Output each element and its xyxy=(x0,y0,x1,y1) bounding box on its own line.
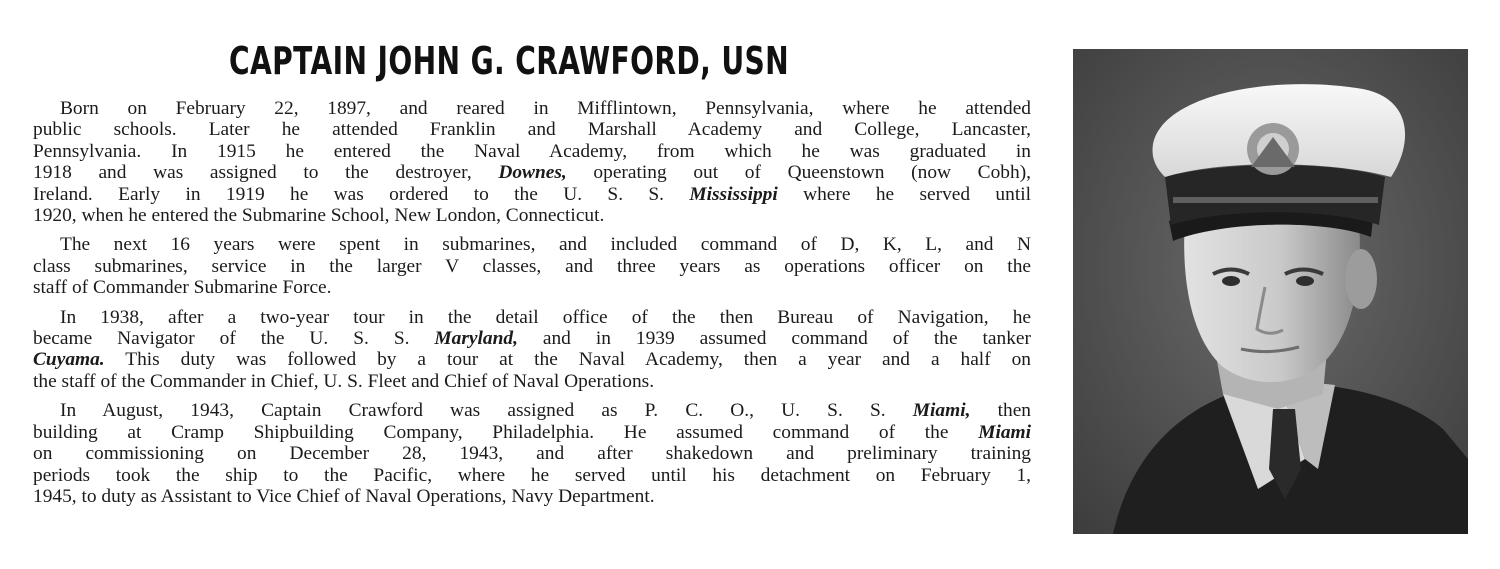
text-line xyxy=(33,443,1031,464)
text-run: the staff of the Commander in Chief, U. S. Fleet and Chief of Naval Operations. xyxy=(33,370,655,392)
text-line xyxy=(33,371,1031,392)
text-line xyxy=(33,422,1031,443)
ship-name: Mississippi xyxy=(689,183,778,205)
text-run: Born on February 22, 1897, and reared in Mifflintown, Pennsylvania, where he attended xyxy=(60,98,1031,119)
text-run: 1918 and was assigned to the destroyer, xyxy=(33,162,499,184)
text-run: The next 16 years were spent in submarines, and included command of D, K, L, and N xyxy=(60,234,1031,256)
text-run: operating out of Queenstown (now Cobh), xyxy=(566,162,1032,184)
portrait-photo xyxy=(1073,49,1468,534)
paragraph xyxy=(33,307,1031,393)
ship-name: Cuyama. xyxy=(33,349,105,371)
text-line xyxy=(33,184,1031,205)
paragraph xyxy=(33,98,1031,226)
text-run: 1920, when he entered the Submarine School, New London, Connecticut. xyxy=(33,205,605,227)
page-title: CAPTAIN JOHN G. CRAWFORD, USN xyxy=(229,39,790,83)
text-run: building at Cramp Shipbuilding Company, Philadelphia. He assumed command of the xyxy=(33,421,979,443)
ship-name: Maryland, xyxy=(434,328,518,350)
text-run: where he served until xyxy=(777,183,1031,205)
portrait-image xyxy=(1073,49,1468,534)
text-run: class submarines, service in the larger V classes, and three years as operations officer on the xyxy=(33,255,1031,277)
paragraph xyxy=(33,400,1031,507)
text-run: then xyxy=(970,400,1031,422)
text-line xyxy=(33,486,1031,507)
text-line xyxy=(33,98,1031,119)
ship-name: Miami xyxy=(978,421,1031,443)
text-line xyxy=(33,307,1031,328)
paragraph xyxy=(33,234,1031,298)
ship-name: Downes, xyxy=(498,162,567,184)
text-line xyxy=(33,162,1031,183)
text-run: 1945, to duty as Assistant to Vice Chief of Naval Operations, Navy Department. xyxy=(33,485,655,507)
text-line xyxy=(33,328,1031,349)
text-line xyxy=(33,256,1031,277)
biography-text xyxy=(33,98,1031,515)
text-line xyxy=(33,119,1031,140)
text-run: staff of Commander Submarine Force. xyxy=(33,277,332,299)
text-line xyxy=(33,234,1031,255)
text-run: public schools. Later he attended Franklin and Marshall Academy and College, Lancaster, xyxy=(33,119,1031,141)
text-line xyxy=(33,141,1031,162)
text-run: This duty was followed by a tour at the Naval Academy, then a year and a half on xyxy=(104,349,1031,371)
text-line xyxy=(33,465,1031,486)
text-run: Pennsylvania. In 1915 he entered the Naval Academy, from which he was graduated in xyxy=(33,140,1031,162)
text-line xyxy=(33,349,1031,370)
text-run: became Navigator of the U. S. S. xyxy=(33,328,435,350)
text-run: on commissioning on December 28, 1943, and after shakedown and preliminary training xyxy=(33,443,1031,465)
text-line xyxy=(33,277,1031,298)
text-run: periods took the ship to the Pacific, where he served until his detachment on February 1, xyxy=(33,464,1031,486)
text-run: In August, 1943, Captain Crawford was assigned as P. C. O., U. S. S. xyxy=(60,400,913,422)
text-line xyxy=(33,400,1031,421)
ship-name: Miami, xyxy=(912,400,971,422)
text-run: and in 1939 assumed command of the tanker xyxy=(517,328,1031,350)
text-line xyxy=(33,205,1031,226)
text-run: Ireland. Early in 1919 he was ordered to the U. S. S. xyxy=(33,183,690,205)
text-run: In 1938, after a two-year tour in the detail office of the then Bureau of Navigation, he xyxy=(60,306,1031,328)
